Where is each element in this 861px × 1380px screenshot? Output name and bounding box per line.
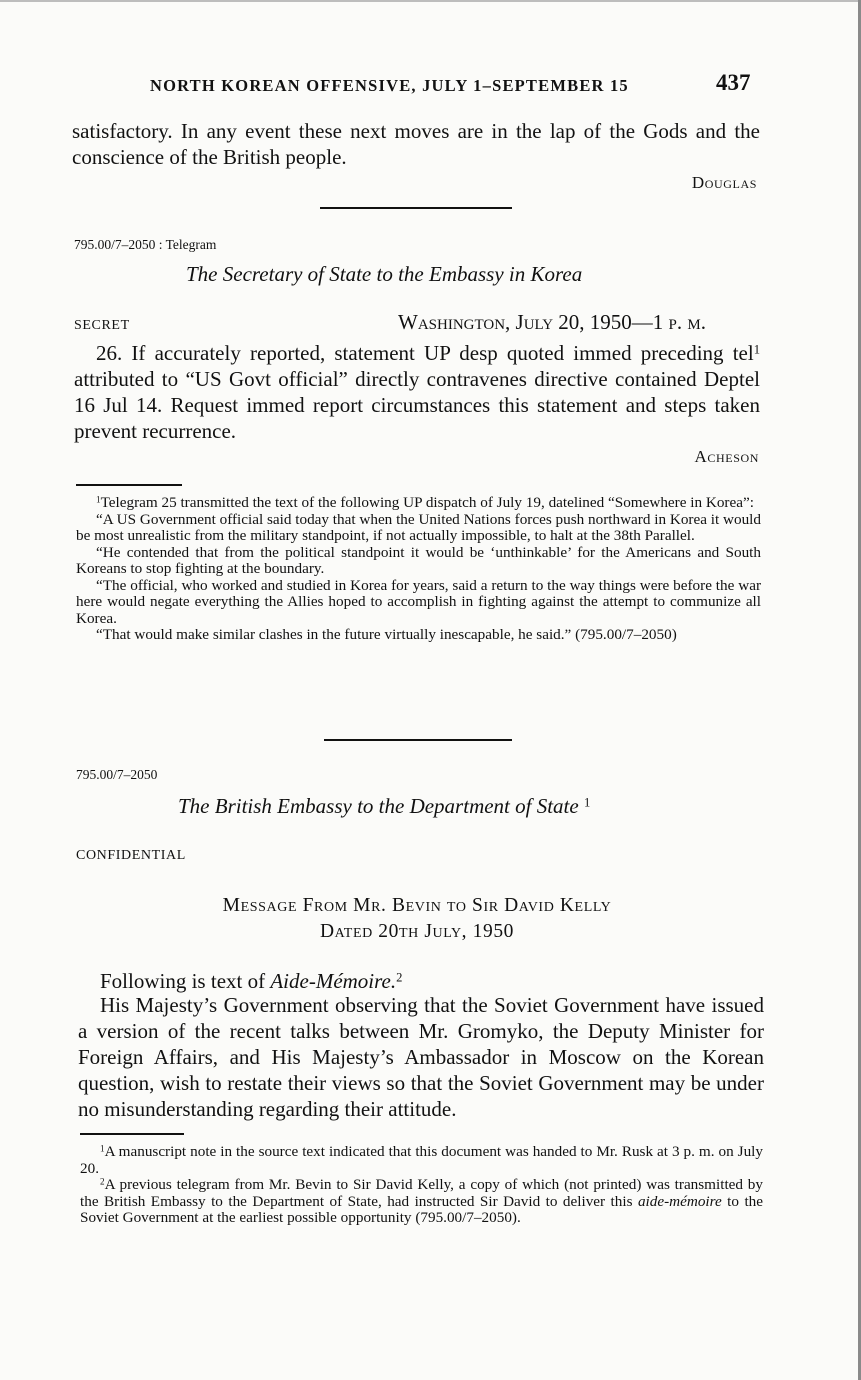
message-heading-line1: Message From Mr. Bevin to Sir David Kelly xyxy=(222,895,612,916)
footnote-rule xyxy=(76,484,182,486)
file-reference: 795.00/7–2050 xyxy=(76,767,158,782)
classification-label: SECRET xyxy=(74,318,130,333)
footnote-quote: “A US Government official said today that when the United Nations forces push northward in Korea it would be most unrealistic from the military standpoint, if not actually impossible, to halt at the 38th Parallel. xyxy=(76,510,761,544)
signature-douglas: Douglas xyxy=(691,173,757,192)
footnote-text: to the Soviet Government at the earliest possible opportunity (795.00/7–2050). xyxy=(80,1192,763,1226)
footnote-block xyxy=(80,1144,763,1227)
footnote-italic: aide-mémoire xyxy=(637,1192,722,1210)
running-title: NORTH KOREAN OFFENSIVE, JULY 1–SEPTEMBER 15 xyxy=(150,76,629,95)
intro-italic: Aide-Mémoire. xyxy=(270,969,397,993)
section-divider xyxy=(320,207,512,209)
footnote-intro xyxy=(76,495,761,512)
footnote-quote: “That would make similar clashes in the future virtually inescapable, he said.” (795.00/7–2050) xyxy=(96,626,677,643)
section-divider xyxy=(324,739,512,741)
footnote-marker: 1 xyxy=(583,795,591,810)
footnote-text: A previous telegram from Mr. Bevin to Sir David Kelly, a copy of which (not printed) was transmitted by the British Embassy to the Department of State, had instructed Sir David to deliver this xyxy=(80,1176,763,1210)
footnote-text: A manuscript note in the source text indicated that this document was handed to Mr. Rusk at 3 p. m. on July 20. xyxy=(80,1143,763,1177)
page-top-edge xyxy=(0,0,861,2)
page-number: 437 xyxy=(716,70,751,95)
footnote-intro-text: Telegram 25 transmitted the text of the following UP dispatch of July 19, datelined “Somewhere in Korea”: xyxy=(100,494,754,511)
aide-memoire-intro xyxy=(100,968,402,994)
classification-label: CONFIDENTIAL xyxy=(76,848,186,863)
document-title-text: The British Embassy to the Department of State xyxy=(178,794,579,818)
footnote-marker: 2 xyxy=(100,1176,105,1187)
aide-memoire-body: His Majesty’s Government observing that the Soviet Government have issued a version of the recent talks between Mr. Gromyko, the Deputy Minister for Foreign Affairs, and His Majesty’s Ambassador in Moscow on the Korean question, wish to restate their views so that the Soviet Government may be under no misunderstanding regarding their attitude. xyxy=(78,993,764,1121)
footnote-rule xyxy=(80,1133,184,1135)
footnote-quote: “He contended that from the political standpoint it would be ‘unthinkable’ for the Americans and South Koreans to stop fighting at the boundary. xyxy=(76,543,761,577)
message-heading-line2: Dated 20th July, 1950 xyxy=(319,921,515,942)
telegram-body-part1: 26. If accurately reported, statement UP desp quoted immed preceding tel xyxy=(96,341,754,365)
file-reference: 795.00/7–2050 : Telegram xyxy=(74,237,217,252)
telegram-body xyxy=(74,340,760,444)
document-title xyxy=(178,794,590,819)
intro-prefix: Following is text of xyxy=(100,969,271,993)
telegram-body-part2: attributed to “US Govt official” directly contravenes directive contained Deptel 16 Jul 14. Request immed report circumstances this statement and steps taken prevent recurrence. xyxy=(74,367,760,443)
footnote-quote: “The official, who worked and studied in Korea for years, said a return to the way things were before the war here would negate everything the Allies hoped to accomplish in fighting against the attempt to communize all Korea. xyxy=(76,576,761,627)
signature-acheson: Acheson xyxy=(694,447,759,466)
footnote-2 xyxy=(80,1177,763,1227)
footnote-marker: 1 xyxy=(96,494,101,505)
place-date: Washington, July 20, 1950—1 p. m. xyxy=(398,310,706,334)
place-date-line xyxy=(398,310,706,335)
footnote-1 xyxy=(80,1144,763,1177)
document-title: The Secretary of State to the Embassy in Korea xyxy=(186,262,583,286)
footnote-marker: 2 xyxy=(396,970,403,985)
continuation-paragraph: satisfactory. In any event these next moves are in the lap of the Gods and the conscience of the British people. xyxy=(72,119,760,169)
footnote-marker: 1 xyxy=(753,342,760,357)
footnote-block xyxy=(76,495,761,644)
footnote-marker: 1 xyxy=(100,1143,105,1154)
